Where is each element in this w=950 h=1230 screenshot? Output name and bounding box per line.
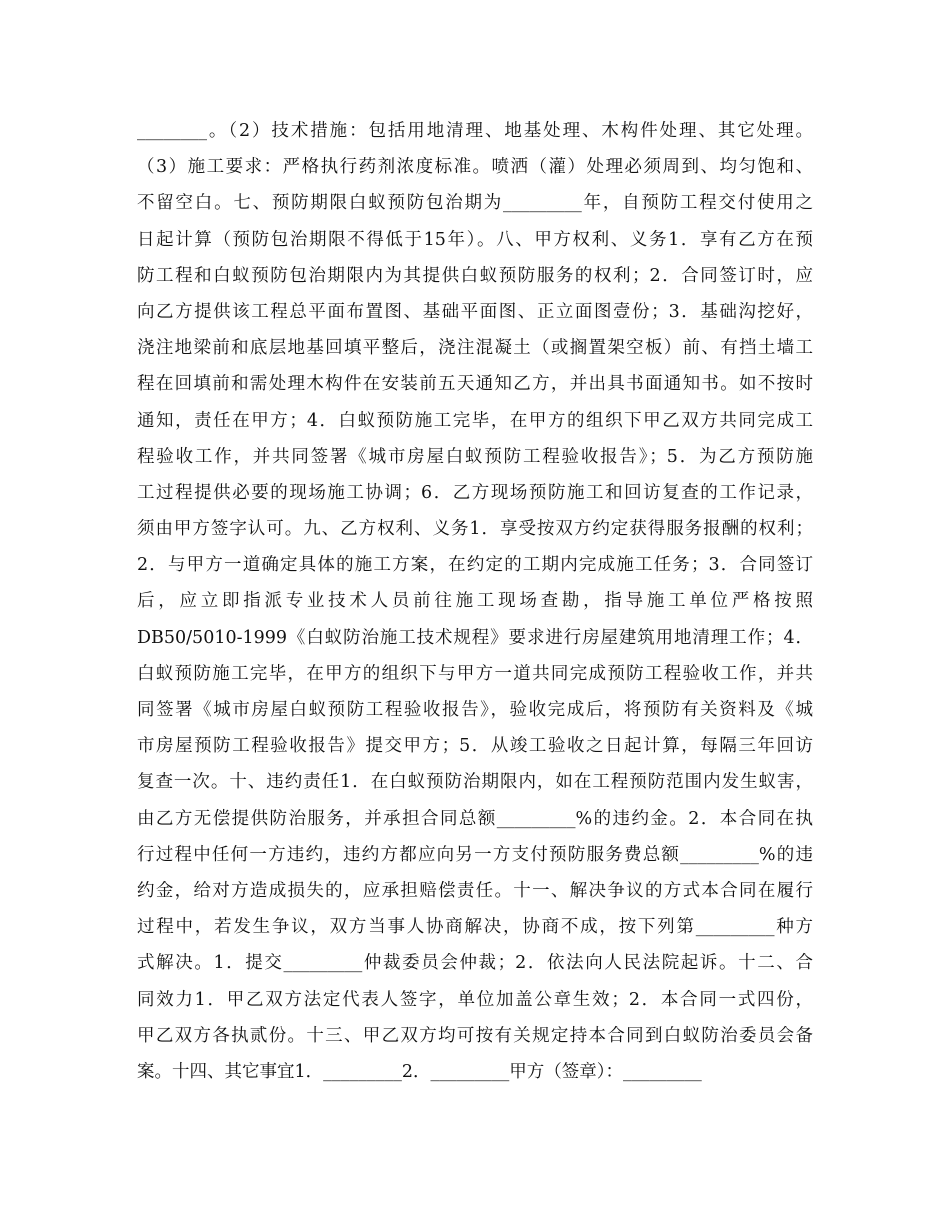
text-line: 案。十四、其它事宜1．_________2．_________甲方（签章）：_________ (137, 1061, 702, 1082)
text-line: 行过程中任何一方违约，违约方都应向另一方支付预防服务费总额_________%的违 (137, 844, 813, 865)
text-line: 白蚁预防施工完毕，在甲方的组织下与甲方一道共同完成预防工程验收工作，并共 (137, 663, 813, 684)
text-line: 须由甲方签字认可。九、乙方权利、义务1．享受按双方约定获得服务报酬的权利； (137, 519, 813, 540)
text-line: 同签署《城市房屋白蚁预防工程验收报告》，验收完成后，将预防有关资料及《城 (137, 700, 813, 720)
text-line: 由乙方无偿提供防治服务，并承担合同总额_________%的违约金。2．本合同在执 (137, 808, 813, 829)
text-line: 向乙方提供该工程总平面布置图、基础平面图、正立面图壹份；3．基础沟挖好， (137, 301, 813, 322)
text-line: 市房屋预防工程验收报告》提交甲方；5．从竣工验收之日起计算，每隔三年回访 (137, 736, 813, 757)
text-line: 日起计算（预防包治期限不得低于15年）。八、甲方权利、义务1．享有乙方在预 (137, 229, 813, 250)
text-line: 浇注地梁前和底层地基回填平整后，浇注混凝土（或搁置架空板）前、有挡土墙工 (137, 338, 813, 359)
text-line: 式解决。1．提交_________仲裁委员会仲裁；2．依法向人民法院起诉。十二、合 (137, 953, 813, 974)
text-line: （3）施工要求：严格执行药剂浓度标准。喷洒（灌）处理必须周到、均匀饱和、 (137, 157, 813, 178)
contract-body-text (137, 113, 813, 1090)
text-line: 同效力1．甲乙双方法定代表人签字，单位加盖公章生效；2．本合同一式四份， (137, 989, 813, 1010)
text-line: 2．与甲方一道确定具体的施工方案，在约定的工期内完成施工任务；3．合同签订 (137, 555, 813, 576)
text-line: 过程中，若发生争议，双方当事人协商解决，协商不成，按下列第_________种方 (137, 917, 813, 938)
text-line: ________。（2）技术措施：包括用地清理、地基处理、木构件处理、其它处理。 (137, 121, 813, 141)
text-line: 通知，责任在甲方；4．白蚁预防施工完毕，在甲方的组织下甲乙双方共同完成工 (137, 410, 813, 431)
text-line: 程在回填前和需处理木构件在安装前五天通知乙方，并出具书面通知书。如不按时 (137, 374, 813, 395)
text-line: 复查一次。十、违约责任1．在白蚁预防治期限内，如在工程预防范围内发生蚁害， (137, 772, 813, 793)
text-line: 程验收工作，并共同签署《城市房屋白蚁预防工程验收报告》；5．为乙方预防施 (137, 446, 813, 467)
text-line: 甲乙双方各执贰份。十三、甲乙双方均可按有关规定持本合同到白蚁防治委员会备 (137, 1025, 813, 1046)
text-line: 后，应立即指派专业技术人员前往施工现场查勘，指导施工单位严格按照 (137, 591, 813, 612)
text-line: 防工程和白蚁预防包治期限内为其提供白蚁预防服务的权利；2．合同签订时，应 (137, 265, 813, 286)
text-line: 不留空白。七、预防期限白蚁预防包治期为_________年，自预防工程交付使用之 (137, 193, 813, 214)
text-line: 工过程提供必要的现场施工协调；6．乙方现场预防施工和回访复查的工作记录， (137, 482, 813, 503)
text-line: 约金，给对方造成损失的，应承担赔偿责任。十一、解决争议的方式本合同在履行 (137, 880, 813, 901)
text-line: DB50/5010-1999《白蚁防治施工技术规程》要求进行房屋建筑用地清理工作；4． (137, 627, 813, 648)
